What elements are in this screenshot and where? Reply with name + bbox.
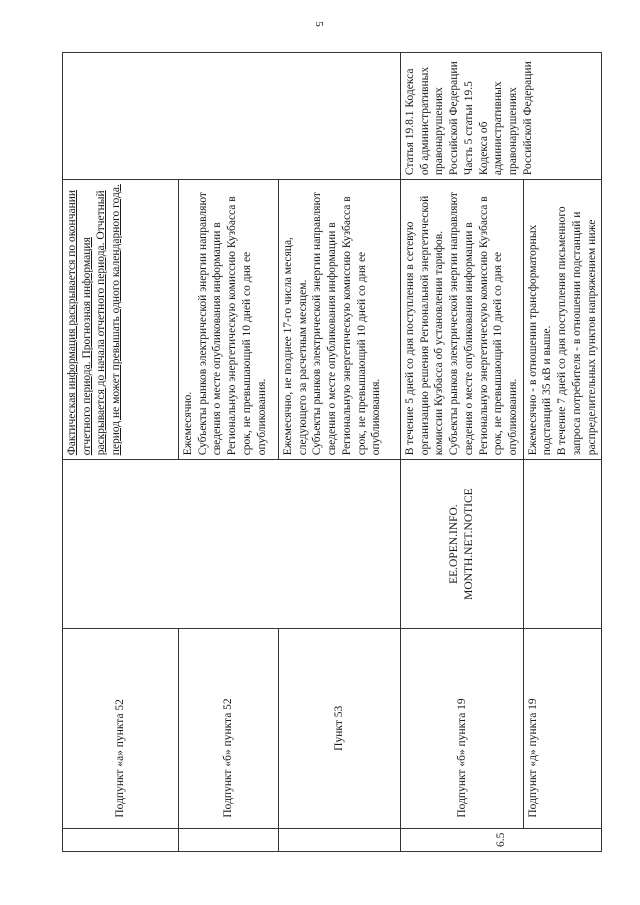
number-cell [179, 828, 279, 851]
section-number-cell: 6.5 [401, 828, 602, 851]
description-cell [279, 180, 401, 460]
description-text: Субъекты рынков электрической энергии направляют сведения о месте опубликования информации в Региональную энергетическую комиссию Кузбасса в срок, не превышающий 10 дней со дня ее опубликования. [448, 192, 520, 456]
description-cell [523, 180, 602, 460]
description-text: Субъекты рынков электрической энергии направляют сведения о месте опубликования информации в Региональную энергетическую комиссию Кузбасса в срок, не превышающий 10 дней со дня ее опубликования. [311, 192, 383, 456]
description-text: Ежемесячно, не позднее 17-го числа месяца, следующего за расчетным месяцем. [282, 237, 309, 456]
point-cell: Подпункт «д» пункта 19 [523, 628, 602, 828]
point-cell: Подпункт «а» пункта 52 [63, 628, 179, 828]
law-cell [63, 53, 401, 180]
description-text: Ежемесячно - в отношении трансформаторных подстанций 35 кВ и выше. [526, 224, 554, 456]
description-text: Ежемесячно. [182, 391, 194, 456]
description-cell [179, 180, 279, 460]
code-cell [63, 460, 401, 629]
number-cell [63, 828, 179, 851]
description-text: Субъекты рынков электрической энергии направляют сведения о месте опубликования информации в Региональную энергетическую комиссию Кузбасса в срок, не превышающий 10 дней со дня ее опубликования. [196, 192, 268, 456]
description-cell [401, 180, 524, 460]
rotated-table-wrapper [62, 52, 598, 852]
point-cell: Подпункт «б» пункта 19 [401, 628, 524, 828]
disclosure-table [62, 52, 602, 852]
table-row [63, 53, 179, 852]
description-cell [63, 180, 179, 460]
point-cell: Пункт 53 [279, 628, 401, 828]
table-row [401, 53, 524, 852]
description-text: В течение 5 дней со дня поступления в сетевую организацию решения Региональной энергетической комиссии Кузбасса об установлении тарифов. [404, 195, 446, 456]
point-cell: Подпункт «б» пункта 52 [179, 628, 279, 828]
law-cell: Статья 19.8.1 Кодекса об административных правонарушениях Российской Федерации Часть 5 статьи 19.5 Кодекса об административных правонарушениях Российской Федерации [401, 53, 602, 180]
code-cell [523, 460, 602, 629]
code-cell: EE.OPEN.INFO. MONTH.NET.NOTICE [401, 460, 524, 629]
number-cell [279, 828, 401, 851]
description-text: Фактическая информация раскрывается по окончании отчетного периода. Прогнозная информация раскрывается до начала отчетного периода. Отчетный период не может превышать одного календарного года. [66, 184, 123, 456]
description-text: В течение 7 дней со дня поступления письменного запроса потребителя - в отношении подстанций и распределительных пунктов напряжением ниже [556, 206, 598, 456]
page-number: 5 [312, 21, 325, 27]
